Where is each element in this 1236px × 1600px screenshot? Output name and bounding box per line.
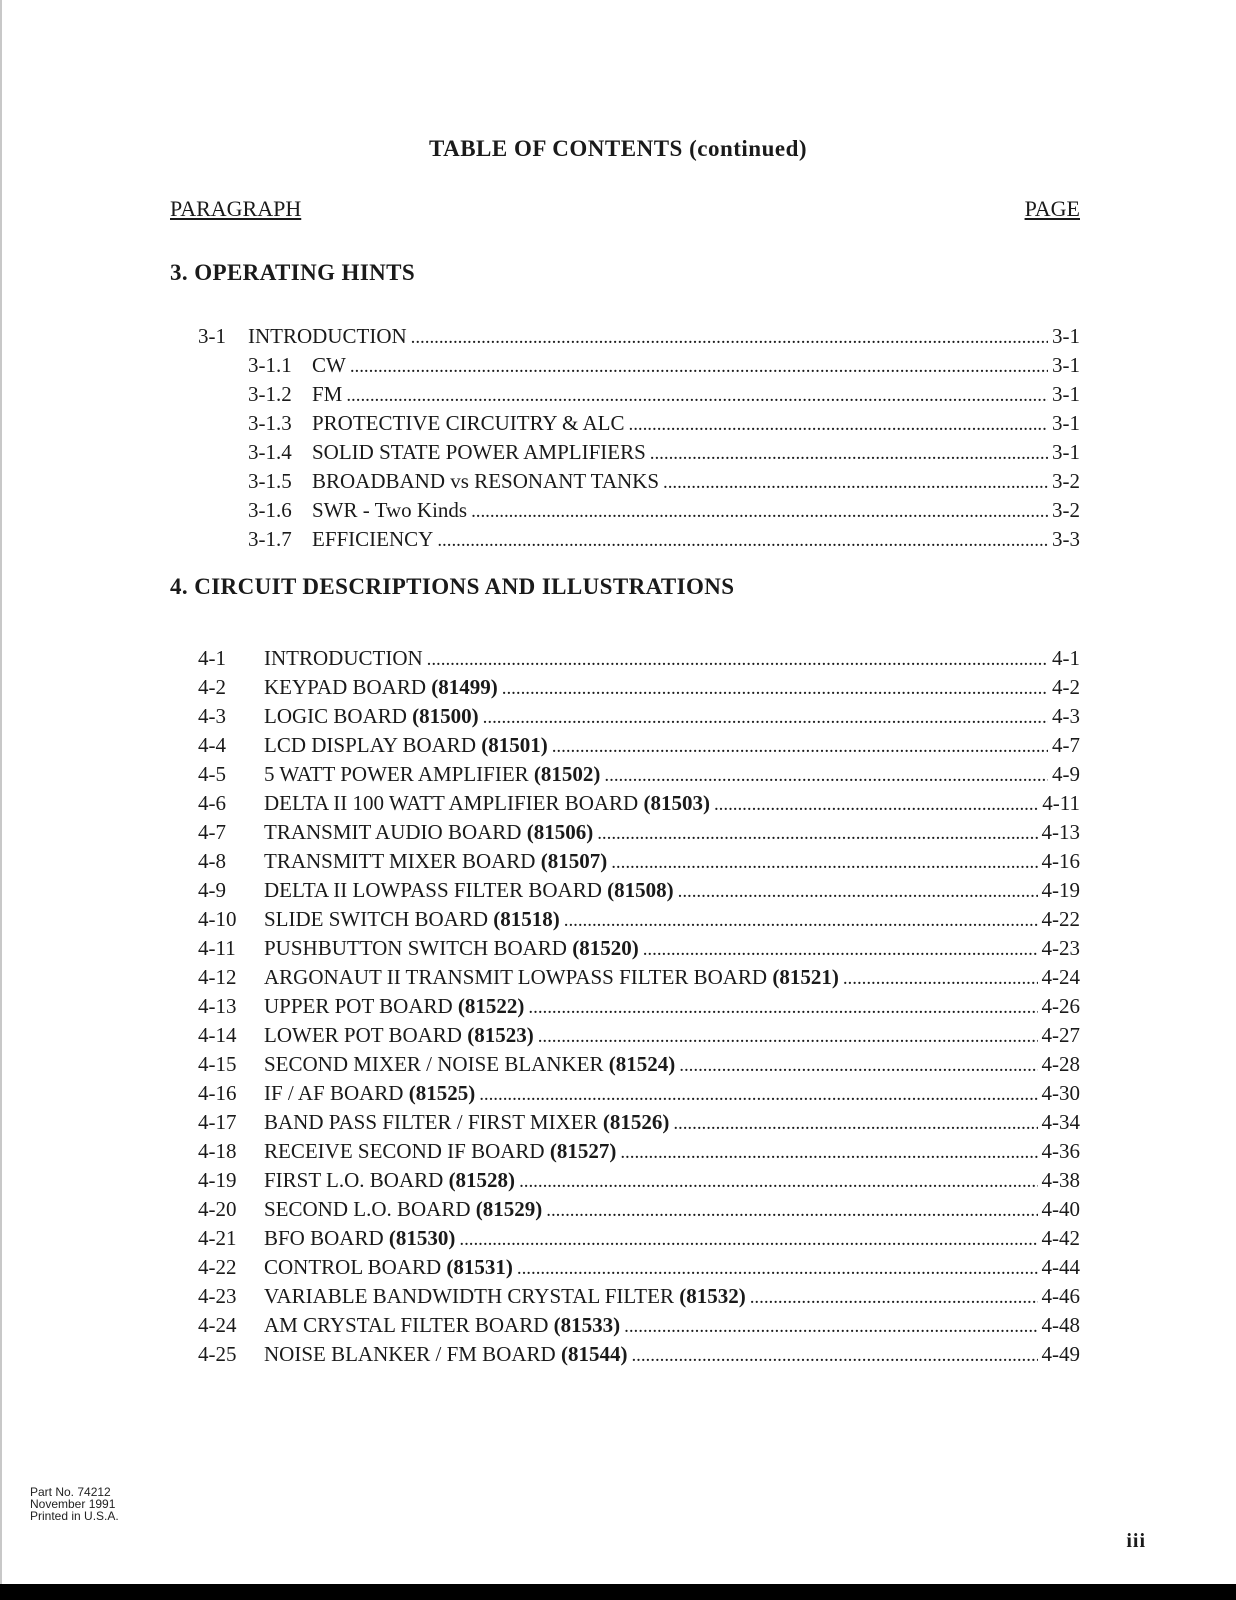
toc-entry-title-text: RECEIVE SECOND IF BOARD bbox=[264, 1139, 545, 1163]
toc-entry bbox=[198, 322, 1080, 351]
toc-entry-number: 4-18 bbox=[198, 1139, 237, 1163]
toc-entry-title bbox=[264, 1224, 455, 1253]
toc-entry-title-text: SECOND L.O. BOARD bbox=[264, 1197, 471, 1221]
toc-entry-board-code: (81525) bbox=[408, 1081, 476, 1105]
toc-entry-title-text: INTRODUCTION bbox=[248, 324, 407, 348]
toc-entry-page: 4-36 bbox=[1041, 1139, 1080, 1163]
toc-entry-board-code: (81508) bbox=[607, 878, 674, 902]
toc-entry-number: 4-2 bbox=[198, 675, 226, 699]
toc-entry-page: 4-16 bbox=[1041, 849, 1080, 873]
toc-entry-number: 3-1.5 bbox=[248, 469, 292, 493]
toc-entry bbox=[198, 1166, 1080, 1195]
toc-entry-page: 4-3 bbox=[1052, 704, 1080, 728]
toc-entry-title bbox=[312, 467, 659, 496]
section-heading-3: 3. OPERATING HINTS bbox=[170, 260, 416, 285]
toc-entry-page: 4-7 bbox=[1052, 733, 1080, 757]
toc-entry-title-text: IF / AF BOARD bbox=[264, 1081, 404, 1105]
toc-entry-title-text: FM bbox=[312, 382, 343, 406]
toc-entry-title-text: TRANSMIT AUDIO BOARD bbox=[264, 820, 522, 844]
toc-leader-dots bbox=[519, 1166, 1037, 1195]
toc-entry-title-text: KEYPAD BOARD bbox=[264, 675, 427, 699]
toc-entry-number: 4-7 bbox=[198, 820, 226, 844]
toc-entry bbox=[198, 1079, 1080, 1108]
toc-entry-title-text: SECOND MIXER / NOISE BLANKER bbox=[264, 1052, 604, 1076]
toc-entry-title bbox=[264, 1137, 616, 1166]
toc-entry-number: 4-21 bbox=[198, 1226, 237, 1250]
toc-entry-board-code: (81528) bbox=[448, 1168, 516, 1192]
toc-leader-dots bbox=[502, 673, 1048, 702]
toc-entry-title bbox=[264, 789, 710, 818]
toc-entry-title-text: PUSHBUTTON SWITCH BOARD bbox=[264, 936, 567, 960]
print-date: November 1991 bbox=[30, 1497, 116, 1511]
toc-entry-number: 4-20 bbox=[198, 1197, 237, 1221]
toc-leader-dots bbox=[604, 760, 1048, 789]
toc-entry-number: 4-9 bbox=[198, 878, 226, 902]
toc-leader-dots bbox=[843, 963, 1038, 992]
toc-entry-title bbox=[248, 322, 407, 351]
footer-info bbox=[30, 1486, 119, 1522]
toc-entry-title bbox=[264, 847, 607, 876]
toc-entry bbox=[198, 467, 1080, 496]
toc-entry-board-code: (81506) bbox=[526, 820, 594, 844]
toc-entry bbox=[198, 644, 1080, 673]
toc-entry bbox=[198, 1137, 1080, 1166]
toc-entry-title bbox=[264, 992, 524, 1021]
toc-leader-dots bbox=[528, 992, 1037, 1021]
toc-leader-dots bbox=[629, 409, 1049, 438]
toc-entry-board-code: (81501) bbox=[481, 733, 548, 757]
toc-leader-dots bbox=[538, 1021, 1038, 1050]
toc-entry-board-code: (81544) bbox=[560, 1342, 628, 1366]
toc-entry bbox=[198, 1311, 1080, 1340]
toc-entry bbox=[198, 1340, 1080, 1369]
toc-entry-page: 3-1 bbox=[1052, 353, 1080, 377]
toc-entry-page: 4-23 bbox=[1041, 936, 1080, 960]
toc-entry-title bbox=[264, 702, 479, 731]
toc-entry bbox=[198, 1050, 1080, 1079]
toc-entry-page: 4-22 bbox=[1041, 907, 1080, 931]
section-heading-4: 4. CIRCUIT DESCRIPTIONS AND ILLUSTRATIONS bbox=[170, 574, 735, 599]
toc-entry-title bbox=[264, 963, 839, 992]
toc-entry bbox=[198, 731, 1080, 760]
toc-entry-page: 4-48 bbox=[1041, 1313, 1080, 1337]
toc-leader-dots bbox=[679, 1050, 1037, 1079]
toc-entry-number: 4-15 bbox=[198, 1052, 237, 1076]
toc-entry-page: 4-2 bbox=[1052, 675, 1080, 699]
toc-entry-board-code: (81507) bbox=[540, 849, 608, 873]
toc-entry-title bbox=[264, 644, 423, 673]
toc-entry-board-code: (81529) bbox=[475, 1197, 543, 1221]
toc-leader-dots bbox=[459, 1224, 1037, 1253]
toc-entry-title bbox=[264, 934, 639, 963]
toc-entry bbox=[198, 760, 1080, 789]
toc-entry-board-code: (81527) bbox=[549, 1139, 617, 1163]
toc-entry-number: 4-13 bbox=[198, 994, 237, 1018]
toc-entry-board-code: (81499) bbox=[431, 675, 498, 699]
toc-leader-dots bbox=[643, 934, 1038, 963]
toc-entry bbox=[198, 905, 1080, 934]
toc-entry-title bbox=[264, 1282, 746, 1311]
part-number: Part No. 74212 bbox=[30, 1485, 111, 1499]
toc-entry-title bbox=[312, 351, 346, 380]
toc-entry bbox=[198, 1108, 1080, 1137]
page-number: iii bbox=[1126, 1530, 1146, 1552]
toc-entry-number: 3-1 bbox=[198, 324, 226, 348]
toc-leader-dots bbox=[714, 789, 1038, 818]
toc-entry-title-text: AM CRYSTAL FILTER BOARD bbox=[264, 1313, 549, 1337]
toc-entry-title bbox=[312, 380, 342, 409]
toc-entry-title-text: FIRST L.O. BOARD bbox=[264, 1168, 444, 1192]
toc-entry bbox=[198, 673, 1080, 702]
toc-leader-dots bbox=[437, 525, 1048, 554]
toc-entry-page: 4-11 bbox=[1042, 791, 1080, 815]
toc-entry-number: 3-1.2 bbox=[248, 382, 292, 406]
toc-entry-number: 4-16 bbox=[198, 1081, 237, 1105]
scan-bottom-edge bbox=[0, 1584, 1236, 1600]
toc-entry-page: 4-44 bbox=[1041, 1255, 1080, 1279]
column-header-page: PAGE bbox=[1024, 196, 1080, 221]
toc-entry-page: 3-1 bbox=[1052, 382, 1080, 406]
toc-leader-dots bbox=[611, 847, 1037, 876]
toc-entry-page: 4-9 bbox=[1052, 762, 1080, 786]
toc-entry-title-text: INTRODUCTION bbox=[264, 646, 423, 670]
toc-entry-title-text: DELTA II LOWPASS FILTER BOARD bbox=[264, 878, 602, 902]
toc-entry-title bbox=[312, 496, 467, 525]
toc-entry bbox=[198, 525, 1080, 554]
toc-leader-dots bbox=[597, 818, 1037, 847]
toc-leader-dots bbox=[620, 1137, 1037, 1166]
toc-entry-number: 4-12 bbox=[198, 965, 237, 989]
toc-entry-number: 4-25 bbox=[198, 1342, 237, 1366]
scan-margin-line bbox=[0, 0, 2, 1584]
toc-entry-page: 4-13 bbox=[1041, 820, 1080, 844]
toc-entry-title-text: NOISE BLANKER / FM BOARD bbox=[264, 1342, 556, 1366]
toc-entry bbox=[198, 934, 1080, 963]
toc-entry bbox=[198, 847, 1080, 876]
toc-entry bbox=[198, 702, 1080, 731]
toc-entry bbox=[198, 789, 1080, 818]
toc-entry-title bbox=[264, 1021, 534, 1050]
toc-entry-number: 3-1.1 bbox=[248, 353, 292, 377]
toc-entry-title-text: BAND PASS FILTER / FIRST MIXER bbox=[264, 1110, 598, 1134]
toc-entry-page: 4-40 bbox=[1041, 1197, 1080, 1221]
toc-entry-board-code: (81530) bbox=[388, 1226, 456, 1250]
toc-entry-title-text: SWR - Two Kinds bbox=[312, 498, 468, 522]
toc-entry-title bbox=[264, 1253, 513, 1282]
toc-entry-board-code: (81532) bbox=[679, 1284, 746, 1308]
toc-leader-dots bbox=[411, 322, 1048, 351]
toc-entry-title bbox=[264, 1050, 675, 1079]
toc-entry-page: 4-28 bbox=[1041, 1052, 1080, 1076]
toc-list-section-4 bbox=[198, 644, 1080, 1369]
toc-leader-dots bbox=[552, 731, 1048, 760]
toc-entry-number: 4-1 bbox=[198, 646, 226, 670]
toc-entry-page: 3-3 bbox=[1052, 527, 1080, 551]
toc-entry-title-text: LOWER POT BOARD bbox=[264, 1023, 462, 1047]
toc-entry-page: 3-2 bbox=[1052, 498, 1080, 522]
toc-entry-title-text: BFO BOARD bbox=[264, 1226, 384, 1250]
column-header-paragraph: PARAGRAPH bbox=[170, 196, 302, 221]
toc-leader-dots bbox=[471, 496, 1048, 525]
toc-entry-board-code: (81503) bbox=[643, 791, 710, 815]
toc-entry bbox=[198, 1195, 1080, 1224]
toc-leader-dots bbox=[546, 1195, 1037, 1224]
toc-entry-number: 4-14 bbox=[198, 1023, 237, 1047]
toc-entry-board-code: (81521) bbox=[772, 965, 839, 989]
toc-entry-title bbox=[312, 525, 433, 554]
toc-entry-title bbox=[264, 1166, 515, 1195]
toc-entry-page: 4-24 bbox=[1041, 965, 1080, 989]
toc-entry-page: 4-1 bbox=[1052, 646, 1080, 670]
toc-entry-title-text: SLIDE SWITCH BOARD bbox=[264, 907, 488, 931]
toc-entry-board-code: (81533) bbox=[553, 1313, 621, 1337]
toc-entry-title bbox=[312, 438, 646, 467]
toc-entry-title-text: UPPER POT BOARD bbox=[264, 994, 453, 1018]
toc-entry-number: 4-8 bbox=[198, 849, 226, 873]
toc-leader-dots bbox=[663, 467, 1048, 496]
toc-entry-title-text: PROTECTIVE CIRCUITRY & ALC bbox=[312, 411, 625, 435]
toc-entry-page: 4-49 bbox=[1041, 1342, 1080, 1366]
toc-entry-number: 4-24 bbox=[198, 1313, 237, 1337]
toc-entry-board-code: (81518) bbox=[493, 907, 560, 931]
toc-leader-dots bbox=[564, 905, 1038, 934]
toc-entry-title bbox=[264, 731, 548, 760]
printed-location: Printed in U.S.A. bbox=[30, 1509, 119, 1523]
toc-leader-dots bbox=[631, 1340, 1037, 1369]
toc-entry-number: 4-22 bbox=[198, 1255, 237, 1279]
toc-entry-title-text: BROADBAND vs RESONANT TANKS bbox=[312, 469, 660, 493]
toc-entry-number: 4-10 bbox=[198, 907, 237, 931]
toc-entry-page: 3-2 bbox=[1052, 469, 1080, 493]
toc-entry-title bbox=[312, 409, 625, 438]
toc-entry-title bbox=[264, 1340, 627, 1369]
toc-entry bbox=[198, 380, 1080, 409]
toc-entry-board-code: (81523) bbox=[467, 1023, 534, 1047]
toc-entry bbox=[198, 1224, 1080, 1253]
toc-leader-dots bbox=[624, 1311, 1037, 1340]
toc-entry bbox=[198, 963, 1080, 992]
toc-entry-board-code: (81500) bbox=[412, 704, 479, 728]
toc-entry-page: 3-1 bbox=[1052, 411, 1080, 435]
toc-entry bbox=[198, 351, 1080, 380]
toc-entry-number: 4-5 bbox=[198, 762, 226, 786]
toc-entry-title-text: 5 WATT POWER AMPLIFIER bbox=[264, 762, 529, 786]
toc-entry-page: 4-38 bbox=[1041, 1168, 1080, 1192]
toc-leader-dots bbox=[350, 351, 1048, 380]
toc-entry bbox=[198, 818, 1080, 847]
toc-entry bbox=[198, 438, 1080, 467]
toc-entry bbox=[198, 1021, 1080, 1050]
toc-entry-title-text: VARIABLE BANDWIDTH CRYSTAL FILTER bbox=[264, 1284, 674, 1308]
toc-entry-title bbox=[264, 1311, 620, 1340]
toc-entry bbox=[198, 1282, 1080, 1311]
toc-list-section-3 bbox=[198, 322, 1080, 554]
toc-entry-number: 3-1.3 bbox=[248, 411, 292, 435]
toc-leader-dots bbox=[517, 1253, 1038, 1282]
toc-entry-title bbox=[264, 905, 560, 934]
toc-entry-title-text: SOLID STATE POWER AMPLIFIERS bbox=[312, 440, 646, 464]
toc-entry bbox=[198, 876, 1080, 905]
toc-entry-board-code: (81531) bbox=[446, 1255, 513, 1279]
toc-entry-page: 4-27 bbox=[1041, 1023, 1080, 1047]
toc-entry-title bbox=[264, 673, 498, 702]
toc-entry-title-text: DELTA II 100 WATT AMPLIFIER BOARD bbox=[264, 791, 639, 815]
toc-entry bbox=[198, 992, 1080, 1021]
toc-entry-title-text: LCD DISPLAY BOARD bbox=[264, 733, 476, 757]
toc-entry-page: 3-1 bbox=[1052, 440, 1080, 464]
toc-entry bbox=[198, 1253, 1080, 1282]
toc-leader-dots bbox=[427, 644, 1048, 673]
toc-entry-board-code: (81524) bbox=[608, 1052, 676, 1076]
toc-entry-page: 4-30 bbox=[1041, 1081, 1080, 1105]
toc-entry-title-text: CW bbox=[312, 353, 346, 377]
toc-entry-title bbox=[264, 1108, 669, 1137]
toc-entry-number: 3-1.6 bbox=[248, 498, 292, 522]
toc-entry-number: 4-4 bbox=[198, 733, 226, 757]
toc-leader-dots bbox=[479, 1079, 1037, 1108]
toc-entry-title-text: TRANSMITT MIXER BOARD bbox=[264, 849, 536, 873]
toc-entry-title bbox=[264, 760, 600, 789]
toc-entry-board-code: (81520) bbox=[572, 936, 639, 960]
toc-leader-dots bbox=[650, 438, 1048, 467]
toc-leader-dots bbox=[673, 1108, 1037, 1137]
toc-entry-page: 4-19 bbox=[1041, 878, 1080, 902]
toc-entry-number: 4-19 bbox=[198, 1168, 237, 1192]
toc-entry-title-text: LOGIC BOARD bbox=[264, 704, 407, 728]
toc-leader-dots bbox=[750, 1282, 1038, 1311]
toc-leader-dots bbox=[678, 876, 1038, 905]
toc-entry-number: 3-1.7 bbox=[248, 527, 292, 551]
toc-entry-title bbox=[264, 1079, 475, 1108]
toc-entry-page: 4-26 bbox=[1041, 994, 1080, 1018]
toc-entry-title-text: EFFICIENCY bbox=[312, 527, 434, 551]
toc-entry-board-code: (81502) bbox=[533, 762, 601, 786]
toc-entry-number: 4-6 bbox=[198, 791, 226, 815]
toc-entry-number: 4-23 bbox=[198, 1284, 237, 1308]
toc-entry-title-text: ARGONAUT II TRANSMIT LOWPASS FILTER BOARD bbox=[264, 965, 768, 989]
toc-entry-page: 3-1 bbox=[1052, 324, 1080, 348]
toc-entry-number: 4-11 bbox=[198, 936, 236, 960]
toc-entry-page: 4-34 bbox=[1041, 1110, 1080, 1134]
toc-entry-page: 4-46 bbox=[1041, 1284, 1080, 1308]
toc-entry-page: 4-42 bbox=[1041, 1226, 1080, 1250]
toc-entry-number: 3-1.4 bbox=[248, 440, 292, 464]
toc-entry bbox=[198, 496, 1080, 525]
toc-entry-board-code: (81526) bbox=[602, 1110, 670, 1134]
toc-entry bbox=[198, 409, 1080, 438]
toc-entry-title bbox=[264, 1195, 542, 1224]
page-title: TABLE OF CONTENTS (continued) bbox=[428, 136, 808, 161]
toc-leader-dots bbox=[483, 702, 1048, 731]
toc-leader-dots bbox=[346, 380, 1048, 409]
toc-entry-number: 4-3 bbox=[198, 704, 226, 728]
toc-entry-board-code: (81522) bbox=[457, 994, 525, 1018]
toc-entry-number: 4-17 bbox=[198, 1110, 237, 1134]
toc-entry-title bbox=[264, 818, 593, 847]
toc-entry-title-text: CONTROL BOARD bbox=[264, 1255, 442, 1279]
toc-entry-title bbox=[264, 876, 674, 905]
